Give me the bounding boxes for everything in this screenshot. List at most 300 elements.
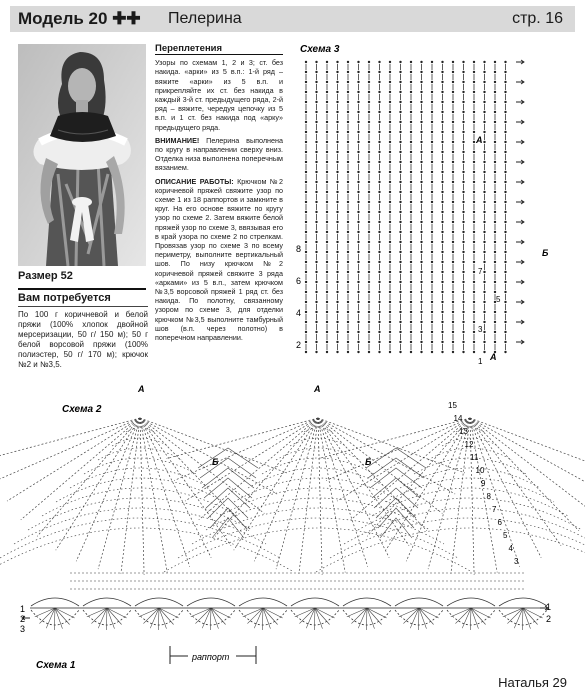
chain-stitch — [347, 191, 349, 193]
chain-stitch — [410, 181, 412, 183]
chain-stitch — [504, 111, 506, 113]
scallop-ray — [158, 608, 159, 630]
chain-stitch — [336, 141, 338, 143]
scallop-top — [31, 598, 79, 606]
chain-stitch — [305, 201, 307, 203]
chain-stitch — [483, 251, 485, 253]
chain-stitch — [431, 351, 433, 353]
chain-stitch — [305, 91, 307, 93]
chain-stitch — [441, 261, 443, 263]
fan-arc — [112, 438, 168, 446]
scheme-2-mark-a-left: А — [138, 384, 145, 394]
scheme-2-row-12: 12 — [464, 440, 474, 449]
chain-stitch — [399, 231, 401, 233]
arrow-icon — [516, 340, 524, 344]
chain-stitch — [326, 191, 328, 193]
chain-stitch — [473, 261, 475, 263]
chain-stitch — [389, 161, 391, 163]
chain-stitch — [483, 181, 485, 183]
chain-stitch — [357, 291, 359, 293]
chain-stitch — [473, 141, 475, 143]
chain-stitch — [462, 121, 464, 123]
chain-stitch — [473, 341, 475, 343]
chain-stitch — [431, 71, 433, 73]
chain-stitch — [315, 331, 317, 333]
chain-stitch — [494, 61, 496, 63]
chain-stitch — [305, 321, 307, 323]
chain-stitch — [336, 81, 338, 83]
chain-stitch — [452, 351, 454, 353]
chain-stitch — [473, 331, 475, 333]
chain-stitch — [368, 321, 370, 323]
chain-stitch — [357, 301, 359, 303]
scallop-ray — [315, 608, 330, 625]
chain-stitch — [504, 141, 506, 143]
chain-stitch — [336, 291, 338, 293]
chain-stitch — [399, 201, 401, 203]
chain-stitch — [399, 171, 401, 173]
chain-stitch — [336, 121, 338, 123]
chain-stitch — [494, 111, 496, 113]
chain-stitch — [410, 231, 412, 233]
chain-stitch — [326, 151, 328, 153]
chain-stitch — [483, 121, 485, 123]
chain-stitch — [452, 291, 454, 293]
chain-stitch — [389, 111, 391, 113]
chain-stitch — [315, 201, 317, 203]
chain-stitch — [399, 61, 401, 63]
chain-stitch — [441, 201, 443, 203]
scheme-3-marker-b: Б — [542, 248, 549, 258]
scheme-2-row-numbers — [448, 401, 519, 566]
chain-stitch — [326, 281, 328, 283]
chain-stitch — [336, 111, 338, 113]
chain-stitch — [462, 251, 464, 253]
chain-stitch — [336, 221, 338, 223]
chain-stitch — [410, 201, 412, 203]
chain-stitch — [368, 101, 370, 103]
chain-stitch — [326, 101, 328, 103]
chain-stitch — [305, 251, 307, 253]
chain-stitch — [326, 121, 328, 123]
chain-stitch — [378, 161, 380, 163]
chain-stitch — [420, 211, 422, 213]
fan-ray — [319, 418, 470, 459]
chain-stitch — [462, 61, 464, 63]
chain-stitch — [483, 171, 485, 173]
chain-stitch — [315, 311, 317, 313]
chain-stitch — [504, 71, 506, 73]
chain-stitch — [378, 131, 380, 133]
scallop-ray — [54, 608, 55, 630]
chain-stitch — [452, 111, 454, 113]
chain-stitch — [452, 271, 454, 273]
chain-stitch — [336, 61, 338, 63]
chain-stitch — [410, 161, 412, 163]
chain-stitch — [368, 71, 370, 73]
chain-stitch — [462, 191, 464, 193]
chain-stitch — [326, 341, 328, 343]
chain-stitch — [368, 191, 370, 193]
chain-stitch — [336, 191, 338, 193]
chain-stitch — [399, 301, 401, 303]
scheme-3-row-6: 6 — [296, 276, 302, 286]
chain-stitch — [494, 341, 496, 343]
chain-stitch — [315, 111, 317, 113]
size-label: Размер 52 — [18, 270, 73, 282]
chain-stitch — [420, 101, 422, 103]
instructions-column — [155, 44, 283, 346]
chain-stitch — [399, 131, 401, 133]
chain-stitch — [347, 301, 349, 303]
chain-stitch — [357, 211, 359, 213]
chain-stitch — [473, 241, 475, 243]
chain-stitch — [389, 91, 391, 93]
arrow-icon — [516, 300, 524, 304]
chain-stitch — [410, 131, 412, 133]
chain-stitch — [347, 221, 349, 223]
fan-ray — [318, 418, 455, 494]
chain-stitch — [473, 81, 475, 83]
chain-stitch — [441, 311, 443, 313]
magazine-name: Наталья — [498, 675, 549, 690]
chain-stitch — [473, 211, 475, 213]
chain-stitch — [347, 261, 349, 263]
chain-stitch — [315, 101, 317, 103]
patterns-heading: Переплетения — [155, 44, 283, 55]
fan-ray — [234, 418, 318, 550]
chain-stitch — [483, 261, 485, 263]
chain-stitch — [420, 161, 422, 163]
chain-stitch — [347, 111, 349, 113]
chain-stitch — [504, 81, 506, 83]
chain-stitch — [420, 91, 422, 93]
chain-stitch — [473, 71, 475, 73]
chain-stitch — [315, 301, 317, 303]
chain-stitch — [452, 211, 454, 213]
chain-stitch — [462, 151, 464, 153]
chain-stitch — [462, 231, 464, 233]
chain-stitch — [315, 171, 317, 173]
chain-stitch — [389, 271, 391, 273]
chain-stitch — [420, 181, 422, 183]
chain-stitch — [410, 171, 412, 173]
chain-stitch — [305, 131, 307, 133]
chain-stitch — [357, 241, 359, 243]
chain-stitch — [305, 121, 307, 123]
chain-stitch — [504, 151, 506, 153]
chain-stitch — [326, 61, 328, 63]
chain-stitch — [483, 131, 485, 133]
chain-stitch — [494, 221, 496, 223]
chain-stitch — [347, 81, 349, 83]
chain-stitch — [483, 241, 485, 243]
fan-ray — [318, 418, 368, 567]
scheme-2-row-11: 11 — [470, 453, 479, 462]
chain-stitch — [389, 81, 391, 83]
arrow-icon — [516, 260, 524, 264]
chain-stitch — [410, 251, 412, 253]
chain-stitch — [357, 271, 359, 273]
chain-stitch — [357, 261, 359, 263]
chain-stitch — [368, 241, 370, 243]
fan-ray — [167, 418, 318, 459]
chain-stitch — [441, 151, 443, 153]
chain-stitch — [389, 351, 391, 353]
fan-ray — [318, 418, 345, 572]
chain-stitch — [494, 131, 496, 133]
chain-stitch — [326, 171, 328, 173]
chain-stitch — [462, 201, 464, 203]
chain-stitch — [368, 151, 370, 153]
chain-stitch — [504, 341, 506, 343]
chain-stitch — [410, 311, 412, 313]
chain-stitch — [305, 331, 307, 333]
chain-stitch — [504, 101, 506, 103]
chain-stitch — [462, 351, 464, 353]
chain-stitch — [336, 281, 338, 283]
chain-stitch — [462, 171, 464, 173]
chain-stitch — [368, 81, 370, 83]
scheme-3-row-3: 3 — [478, 325, 483, 334]
page-header — [10, 6, 575, 32]
chain-stitch — [368, 161, 370, 163]
scheme-2-mark-a-right: А — [314, 384, 321, 394]
chain-stitch — [368, 261, 370, 263]
chain-stitch — [473, 131, 475, 133]
chain-stitch — [336, 151, 338, 153]
chain-stitch — [420, 311, 422, 313]
chain-stitch — [462, 271, 464, 273]
chain-stitch — [483, 301, 485, 303]
fan-arc — [56, 478, 224, 502]
chain-stitch — [315, 61, 317, 63]
chain-stitch — [357, 221, 359, 223]
chain-stitch — [483, 291, 485, 293]
chain-stitch — [399, 111, 401, 113]
chain-stitch — [378, 351, 380, 353]
arrow-icon — [516, 280, 524, 284]
chain-stitch — [357, 181, 359, 183]
chain-stitch — [504, 91, 506, 93]
chain-stitch — [441, 331, 443, 333]
chain-stitch — [368, 181, 370, 183]
description-lead: ОПИСАНИЕ РАБОТЫ: — [155, 176, 234, 186]
materials-heading: Вам потребуется — [18, 288, 146, 304]
chain-stitch — [431, 301, 433, 303]
fan-arc — [290, 438, 346, 446]
chain-stitch — [462, 81, 464, 83]
chain-stitch — [473, 171, 475, 173]
chain-stitch — [399, 151, 401, 153]
chain-stitch — [347, 151, 349, 153]
chain-stitch — [431, 141, 433, 143]
chain-stitch — [431, 311, 433, 313]
chain-stitch — [494, 81, 496, 83]
chain-stitch — [347, 71, 349, 73]
chain-stitch — [357, 321, 359, 323]
chain-stitch — [473, 191, 475, 193]
chain-stitch — [483, 351, 485, 353]
chain-stitch — [452, 341, 454, 343]
fan-ray — [406, 418, 470, 561]
chain-stitch — [389, 281, 391, 283]
chain-stitch — [315, 351, 317, 353]
chain-stitch — [494, 231, 496, 233]
scallop-ray — [262, 608, 263, 630]
chain-stitch — [347, 141, 349, 143]
scheme-2-row-14: 14 — [453, 414, 463, 423]
chain-stitch — [368, 111, 370, 113]
scallop-top — [447, 598, 495, 606]
chain-stitch — [378, 91, 380, 93]
model-number: Модель 20 ✚✚ — [18, 9, 141, 28]
fan-ray — [98, 418, 140, 569]
materials-text: По 100 г коричневой и белой пряжи (100% хлопок двойной мерсеризации, 50 г/ 150 м); 50 г белой ворсовой пряжи (100% полиэстер, 50 г/ 170 м); крючок №2 и №3,5. — [18, 306, 148, 370]
scheme-1-2-diagram — [0, 378, 585, 673]
chain-stitch — [462, 301, 464, 303]
chain-stitch — [420, 351, 422, 353]
chain-stitch — [347, 211, 349, 213]
chain-stitch — [336, 241, 338, 243]
chain-stitch — [399, 181, 401, 183]
chain-stitch — [326, 251, 328, 253]
chain-stitch — [305, 171, 307, 173]
chain-stitch — [462, 281, 464, 283]
chain-stitch — [326, 331, 328, 333]
scallop-ray — [263, 608, 278, 625]
chain-stitch — [504, 321, 506, 323]
chain-stitch — [389, 191, 391, 193]
chain-stitch — [399, 121, 401, 123]
chain-stitch — [420, 191, 422, 193]
chain-stitch — [347, 321, 349, 323]
scallop-top — [291, 598, 339, 606]
chain-stitch — [420, 331, 422, 333]
chain-stitch — [420, 261, 422, 263]
chain-stitch — [494, 241, 496, 243]
scheme-2-row-5: 5 — [503, 531, 508, 540]
scheme-1-left-row-1: 1 — [20, 604, 26, 614]
scallop-ray — [55, 608, 70, 625]
chain-stitch — [452, 281, 454, 283]
fan-ray — [318, 418, 322, 575]
attention-paragraph — [155, 136, 283, 173]
chain-stitch — [389, 231, 391, 233]
chain-stitch — [420, 241, 422, 243]
chain-stitch — [326, 241, 328, 243]
chain-stitch — [326, 261, 328, 263]
chain-stitch — [441, 71, 443, 73]
chain-stitch — [504, 351, 506, 353]
chain-stitch — [389, 321, 391, 323]
chain-stitch — [305, 311, 307, 313]
chain-stitch — [368, 351, 370, 353]
chain-stitch — [326, 321, 328, 323]
chain-stitch — [420, 271, 422, 273]
chain-stitch — [389, 301, 391, 303]
chain-stitch — [368, 91, 370, 93]
fan-ray — [37, 418, 140, 536]
chain-stitch — [483, 231, 485, 233]
chain-stitch — [347, 281, 349, 283]
scallop-top — [395, 598, 443, 606]
chain-stitch — [441, 301, 443, 303]
fan-ray — [140, 418, 249, 531]
scallop-top — [343, 598, 391, 606]
chain-stitch — [378, 291, 380, 293]
chain-stitch — [368, 201, 370, 203]
chain-stitch — [504, 251, 506, 253]
scallop-top — [187, 598, 235, 606]
chain-stitch — [410, 301, 412, 303]
scallop-ray — [470, 608, 471, 630]
chain-stitch — [368, 271, 370, 273]
chain-stitch — [389, 181, 391, 183]
scallop-ray — [403, 608, 419, 624]
scallop-ray — [419, 608, 434, 625]
chain-stitch — [462, 331, 464, 333]
chain-stitch — [389, 131, 391, 133]
chain-stitch — [504, 191, 506, 193]
chain-stitch — [326, 301, 328, 303]
scallop-ray — [143, 608, 159, 624]
scallop-ray — [106, 608, 107, 630]
fan-ray — [215, 418, 318, 536]
chain-stitch — [368, 341, 370, 343]
fan-arc — [276, 448, 360, 460]
chain-stitch — [452, 131, 454, 133]
chain-stitch — [399, 71, 401, 73]
arrow-icon — [516, 80, 524, 84]
chain-stitch — [378, 211, 380, 213]
fan-ray — [470, 418, 579, 531]
chain-stitch — [504, 221, 506, 223]
fan-arc — [0, 528, 294, 572]
scheme-3-row-7: 7 — [478, 267, 483, 276]
chain-stitch — [315, 271, 317, 273]
chain-stitch — [347, 291, 349, 293]
scheme-1-right-row-1: 1 — [546, 602, 552, 612]
chain-stitch — [452, 301, 454, 303]
chain-stitch — [441, 221, 443, 223]
arrow-icon — [516, 320, 524, 324]
chain-stitch — [504, 241, 506, 243]
scheme-1-right-row-2: 2 — [546, 614, 552, 624]
chain-stitch — [473, 281, 475, 283]
chain-stitch — [494, 261, 496, 263]
chain-stitch — [389, 211, 391, 213]
chain-stitch — [462, 141, 464, 143]
chain-stitch — [441, 161, 443, 163]
chain-stitch — [441, 351, 443, 353]
chain-stitch — [399, 221, 401, 223]
chain-stitch — [326, 311, 328, 313]
chain-stitch — [462, 311, 464, 313]
chain-stitch — [483, 161, 485, 163]
chain-stitch — [431, 191, 433, 193]
chain-stitch — [473, 251, 475, 253]
arrow-icon — [516, 200, 524, 204]
chain-stitch — [336, 231, 338, 233]
chain-stitch — [357, 251, 359, 253]
chain-stitch — [410, 141, 412, 143]
chain-stitch — [504, 271, 506, 273]
fan-ray — [299, 418, 318, 574]
chain-stitch — [483, 211, 485, 213]
chain-stitch — [441, 181, 443, 183]
chain-stitch — [347, 161, 349, 163]
